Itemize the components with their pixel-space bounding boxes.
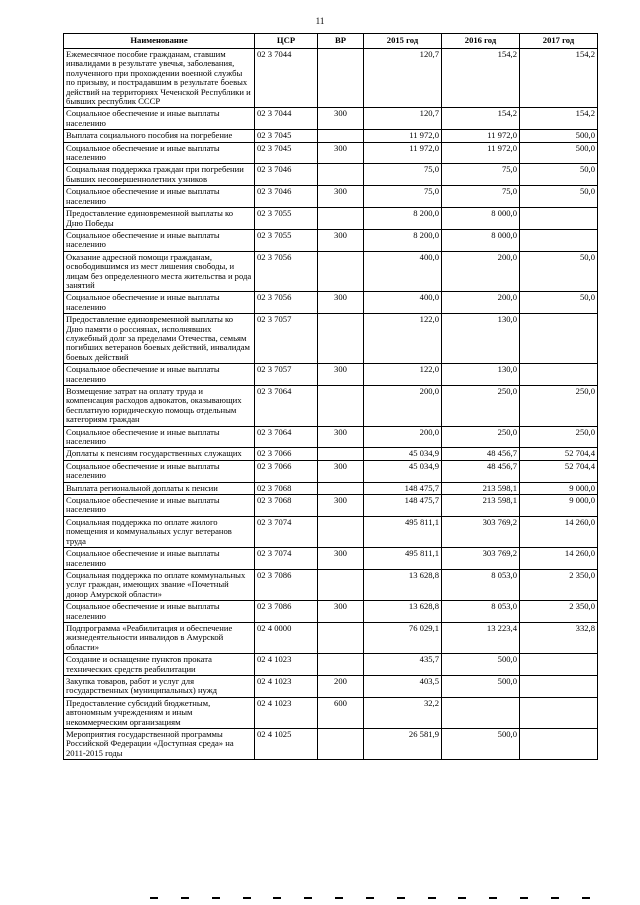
table-row bbox=[64, 142, 598, 164]
cell-y2016: 11 972,0 bbox=[442, 142, 520, 164]
cell-y2016: 500,0 bbox=[442, 654, 520, 676]
cell-y2017 bbox=[520, 729, 598, 760]
cell-csr: 02 3 7086 bbox=[255, 601, 318, 623]
cell-y2016: 75,0 bbox=[442, 164, 520, 186]
cell-csr: 02 4 1023 bbox=[255, 697, 318, 728]
cell-y2017: 14 260,0 bbox=[520, 516, 598, 547]
cell-csr: 02 3 7064 bbox=[255, 426, 318, 448]
cell-y2015: 13 628,8 bbox=[364, 601, 442, 623]
header-2017: 2017 год bbox=[520, 34, 598, 49]
cell-name: Создание и оснащение пунктов проката технических средств реабилитации bbox=[64, 654, 255, 676]
cell-name: Социальное обеспечение и иные выплаты населению bbox=[64, 186, 255, 208]
bottom-edge-marks bbox=[150, 897, 590, 899]
header-2015: 2015 год bbox=[364, 34, 442, 49]
cell-name: Выплата региональной доплаты к пенсии bbox=[64, 482, 255, 494]
cell-vr bbox=[318, 208, 364, 230]
cell-vr: 300 bbox=[318, 142, 364, 164]
cell-y2017 bbox=[520, 654, 598, 676]
cell-name: Возмещение затрат на оплату труда и компенсация расходов адвокатов, оказывающих бесплатную юридическую помощь отдельным категориям граждан bbox=[64, 386, 255, 427]
cell-vr: 300 bbox=[318, 460, 364, 482]
cell-csr: 02 3 7056 bbox=[255, 292, 318, 314]
cell-y2015: 45 034,9 bbox=[364, 448, 442, 460]
cell-y2016: 8 000,0 bbox=[442, 229, 520, 251]
cell-name: Социальное обеспечение и иные выплаты населению bbox=[64, 142, 255, 164]
cell-name: Социальное обеспечение и иные выплаты населению bbox=[64, 364, 255, 386]
cell-csr: 02 3 7046 bbox=[255, 164, 318, 186]
table-row bbox=[64, 186, 598, 208]
header-csr: ЦСР bbox=[255, 34, 318, 49]
table-row bbox=[64, 601, 598, 623]
cell-y2015: 435,7 bbox=[364, 654, 442, 676]
table-header-row bbox=[64, 34, 598, 49]
cell-vr bbox=[318, 482, 364, 494]
cell-vr bbox=[318, 729, 364, 760]
cell-name: Ежемесячное пособие гражданам, ставшим инвалидами в результате увечья, заболевания, полученного при прохождении военной службы по призыву, и пострадавшим в результате боевых действий на территориях Чеченской Республики и бывших республик СССР bbox=[64, 49, 255, 108]
cell-name: Социальное обеспечение и иные выплаты населению bbox=[64, 601, 255, 623]
cell-y2017: 250,0 bbox=[520, 426, 598, 448]
cell-csr: 02 4 1025 bbox=[255, 729, 318, 760]
cell-y2016: 200,0 bbox=[442, 251, 520, 292]
cell-name: Подпрограмма «Реабилитация и обеспечение жизнедеятельности инвалидов в Амурской области» bbox=[64, 622, 255, 653]
table-row bbox=[64, 675, 598, 697]
cell-y2017: 50,0 bbox=[520, 251, 598, 292]
cell-y2016: 250,0 bbox=[442, 386, 520, 427]
cell-y2016: 213 598,1 bbox=[442, 482, 520, 494]
cell-y2017: 52 704,4 bbox=[520, 448, 598, 460]
cell-vr: 300 bbox=[318, 292, 364, 314]
cell-y2015: 8 200,0 bbox=[364, 229, 442, 251]
cell-y2015: 400,0 bbox=[364, 292, 442, 314]
cell-name: Мероприятия государственной программы Российской Федерации «Доступная среда» на 2011-2015 годы bbox=[64, 729, 255, 760]
cell-vr: 300 bbox=[318, 548, 364, 570]
cell-name: Социальное обеспечение и иные выплаты населению bbox=[64, 460, 255, 482]
table-row bbox=[64, 251, 598, 292]
table-row bbox=[64, 448, 598, 460]
cell-vr: 300 bbox=[318, 229, 364, 251]
cell-y2015: 76 029,1 bbox=[364, 622, 442, 653]
cell-y2016: 8 053,0 bbox=[442, 601, 520, 623]
cell-vr: 300 bbox=[318, 108, 364, 130]
cell-y2015: 8 200,0 bbox=[364, 208, 442, 230]
cell-y2016: 48 456,7 bbox=[442, 448, 520, 460]
cell-csr: 02 3 7074 bbox=[255, 516, 318, 547]
cell-csr: 02 3 7074 bbox=[255, 548, 318, 570]
cell-y2015: 120,7 bbox=[364, 108, 442, 130]
cell-vr: 300 bbox=[318, 601, 364, 623]
cell-vr bbox=[318, 130, 364, 142]
cell-vr bbox=[318, 622, 364, 653]
cell-vr bbox=[318, 386, 364, 427]
cell-name: Предоставление единовременной выплаты ко Дню Победы bbox=[64, 208, 255, 230]
cell-y2017: 14 260,0 bbox=[520, 548, 598, 570]
cell-vr: 600 bbox=[318, 697, 364, 728]
cell-csr: 02 3 7057 bbox=[255, 314, 318, 364]
table-row bbox=[64, 426, 598, 448]
cell-y2015: 120,7 bbox=[364, 49, 442, 108]
cell-name: Социальное обеспечение и иные выплаты населению bbox=[64, 495, 255, 517]
cell-vr: 300 bbox=[318, 364, 364, 386]
cell-y2015: 495 811,1 bbox=[364, 548, 442, 570]
table-row bbox=[64, 697, 598, 728]
cell-y2017 bbox=[520, 314, 598, 364]
cell-y2016: 303 769,2 bbox=[442, 516, 520, 547]
cell-csr: 02 4 1023 bbox=[255, 654, 318, 676]
table-row bbox=[64, 495, 598, 517]
cell-y2015: 13 628,8 bbox=[364, 569, 442, 600]
table-row bbox=[64, 654, 598, 676]
cell-csr: 02 3 7066 bbox=[255, 448, 318, 460]
cell-y2017: 332,8 bbox=[520, 622, 598, 653]
cell-name: Социальное обеспечение и иные выплаты населению bbox=[64, 229, 255, 251]
cell-name: Социальная поддержка по оплате коммунальных услуг граждан, имеющих звание «Почетный донор Амурской области» bbox=[64, 569, 255, 600]
cell-y2015: 32,2 bbox=[364, 697, 442, 728]
table-body bbox=[64, 49, 598, 760]
cell-name: Выплата социального пособия на погребение bbox=[64, 130, 255, 142]
cell-vr bbox=[318, 314, 364, 364]
cell-y2016: 250,0 bbox=[442, 426, 520, 448]
cell-csr: 02 4 0000 bbox=[255, 622, 318, 653]
cell-y2017: 2 350,0 bbox=[520, 569, 598, 600]
cell-y2015: 200,0 bbox=[364, 386, 442, 427]
cell-y2017: 50,0 bbox=[520, 292, 598, 314]
cell-y2016: 213 598,1 bbox=[442, 495, 520, 517]
cell-y2016: 11 972,0 bbox=[442, 130, 520, 142]
cell-y2017 bbox=[520, 675, 598, 697]
table-row bbox=[64, 548, 598, 570]
table-row bbox=[64, 164, 598, 186]
cell-vr bbox=[318, 164, 364, 186]
cell-y2016: 154,2 bbox=[442, 49, 520, 108]
table-row bbox=[64, 208, 598, 230]
table-row bbox=[64, 314, 598, 364]
table-row bbox=[64, 460, 598, 482]
header-vr: ВР bbox=[318, 34, 364, 49]
cell-y2016: 130,0 bbox=[442, 364, 520, 386]
cell-vr bbox=[318, 569, 364, 600]
cell-csr: 02 3 7057 bbox=[255, 364, 318, 386]
cell-y2016: 154,2 bbox=[442, 108, 520, 130]
header-name: Наименование bbox=[64, 34, 255, 49]
cell-vr bbox=[318, 49, 364, 108]
table-row bbox=[64, 108, 598, 130]
cell-y2016: 75,0 bbox=[442, 186, 520, 208]
cell-y2016: 200,0 bbox=[442, 292, 520, 314]
cell-csr: 02 3 7055 bbox=[255, 229, 318, 251]
table-row bbox=[64, 482, 598, 494]
cell-y2017 bbox=[520, 208, 598, 230]
header-2016: 2016 год bbox=[442, 34, 520, 49]
table-row bbox=[64, 516, 598, 547]
cell-y2016: 500,0 bbox=[442, 675, 520, 697]
table-row bbox=[64, 292, 598, 314]
cell-y2016: 48 456,7 bbox=[442, 460, 520, 482]
table-row bbox=[64, 729, 598, 760]
cell-y2015: 45 034,9 bbox=[364, 460, 442, 482]
cell-name: Социальное обеспечение и иные выплаты населению bbox=[64, 108, 255, 130]
cell-y2017 bbox=[520, 697, 598, 728]
cell-y2015: 403,5 bbox=[364, 675, 442, 697]
cell-y2015: 148 475,7 bbox=[364, 495, 442, 517]
cell-vr: 200 bbox=[318, 675, 364, 697]
table-row bbox=[64, 130, 598, 142]
cell-vr bbox=[318, 516, 364, 547]
cell-csr: 02 3 7044 bbox=[255, 108, 318, 130]
cell-csr: 02 3 7086 bbox=[255, 569, 318, 600]
cell-csr: 02 3 7068 bbox=[255, 495, 318, 517]
cell-name: Предоставление единовременной выплаты ко Дню памяти о россиянах, исполнявших служебный долг за пределами Отечества, семьям погибших ветеранов боевых действий, инвалидам боевых действий bbox=[64, 314, 255, 364]
cell-name: Социальная поддержка по оплате жилого помещения и коммунальных услуг ветеранов труда bbox=[64, 516, 255, 547]
cell-y2017: 250,0 bbox=[520, 386, 598, 427]
cell-y2015: 11 972,0 bbox=[364, 130, 442, 142]
cell-y2017: 2 350,0 bbox=[520, 601, 598, 623]
table-row bbox=[64, 229, 598, 251]
cell-y2015: 75,0 bbox=[364, 186, 442, 208]
cell-csr: 02 4 1023 bbox=[255, 675, 318, 697]
cell-name: Социальное обеспечение и иные выплаты населению bbox=[64, 426, 255, 448]
cell-vr: 300 bbox=[318, 426, 364, 448]
cell-y2017: 52 704,4 bbox=[520, 460, 598, 482]
cell-vr: 300 bbox=[318, 186, 364, 208]
cell-y2015: 200,0 bbox=[364, 426, 442, 448]
table-row bbox=[64, 49, 598, 108]
cell-csr: 02 3 7068 bbox=[255, 482, 318, 494]
cell-y2017: 50,0 bbox=[520, 164, 598, 186]
cell-y2016: 303 769,2 bbox=[442, 548, 520, 570]
cell-name: Закупка товаров, работ и услуг для государственных (муниципальных) нужд bbox=[64, 675, 255, 697]
cell-y2017: 9 000,0 bbox=[520, 482, 598, 494]
cell-csr: 02 3 7064 bbox=[255, 386, 318, 427]
cell-vr bbox=[318, 654, 364, 676]
cell-csr: 02 3 7044 bbox=[255, 49, 318, 108]
cell-y2015: 148 475,7 bbox=[364, 482, 442, 494]
cell-y2015: 11 972,0 bbox=[364, 142, 442, 164]
cell-vr bbox=[318, 251, 364, 292]
cell-y2015: 26 581,9 bbox=[364, 729, 442, 760]
cell-csr: 02 3 7056 bbox=[255, 251, 318, 292]
cell-name: Социальная поддержка граждан при погребении бывших несовершеннолетних узников bbox=[64, 164, 255, 186]
cell-y2015: 75,0 bbox=[364, 164, 442, 186]
table-row bbox=[64, 569, 598, 600]
cell-y2016: 8 000,0 bbox=[442, 208, 520, 230]
table-row bbox=[64, 622, 598, 653]
budget-table bbox=[63, 33, 598, 760]
cell-y2016: 8 053,0 bbox=[442, 569, 520, 600]
cell-y2017 bbox=[520, 229, 598, 251]
cell-y2016: 13 223,4 bbox=[442, 622, 520, 653]
cell-y2016: 500,0 bbox=[442, 729, 520, 760]
cell-y2017: 50,0 bbox=[520, 186, 598, 208]
cell-y2017: 154,2 bbox=[520, 108, 598, 130]
cell-y2015: 122,0 bbox=[364, 314, 442, 364]
cell-name: Социальное обеспечение и иные выплаты населению bbox=[64, 548, 255, 570]
cell-y2017 bbox=[520, 364, 598, 386]
cell-y2017: 9 000,0 bbox=[520, 495, 598, 517]
cell-name: Доплаты к пенсиям государственных служащих bbox=[64, 448, 255, 460]
cell-y2015: 495 811,1 bbox=[364, 516, 442, 547]
cell-csr: 02 3 7055 bbox=[255, 208, 318, 230]
cell-name: Социальное обеспечение и иные выплаты населению bbox=[64, 292, 255, 314]
cell-y2017: 500,0 bbox=[520, 130, 598, 142]
page-number: 11 bbox=[315, 16, 325, 26]
cell-vr bbox=[318, 448, 364, 460]
cell-csr: 02 3 7045 bbox=[255, 142, 318, 164]
cell-vr: 300 bbox=[318, 495, 364, 517]
cell-y2017: 500,0 bbox=[520, 142, 598, 164]
cell-csr: 02 3 7046 bbox=[255, 186, 318, 208]
cell-y2016: 130,0 bbox=[442, 314, 520, 364]
cell-name: Предоставление субсидий бюджетным, автономным учреждениям и иным некоммерческим организациям bbox=[64, 697, 255, 728]
cell-y2015: 122,0 bbox=[364, 364, 442, 386]
cell-y2016 bbox=[442, 697, 520, 728]
cell-y2015: 400,0 bbox=[364, 251, 442, 292]
cell-csr: 02 3 7045 bbox=[255, 130, 318, 142]
table-row bbox=[64, 386, 598, 427]
cell-name: Оказание адресной помощи гражданам, освободившимся из мест лишения свободы, и лицам без определенного места жительства и рода занятий bbox=[64, 251, 255, 292]
cell-y2017: 154,2 bbox=[520, 49, 598, 108]
cell-csr: 02 3 7066 bbox=[255, 460, 318, 482]
table-row bbox=[64, 364, 598, 386]
